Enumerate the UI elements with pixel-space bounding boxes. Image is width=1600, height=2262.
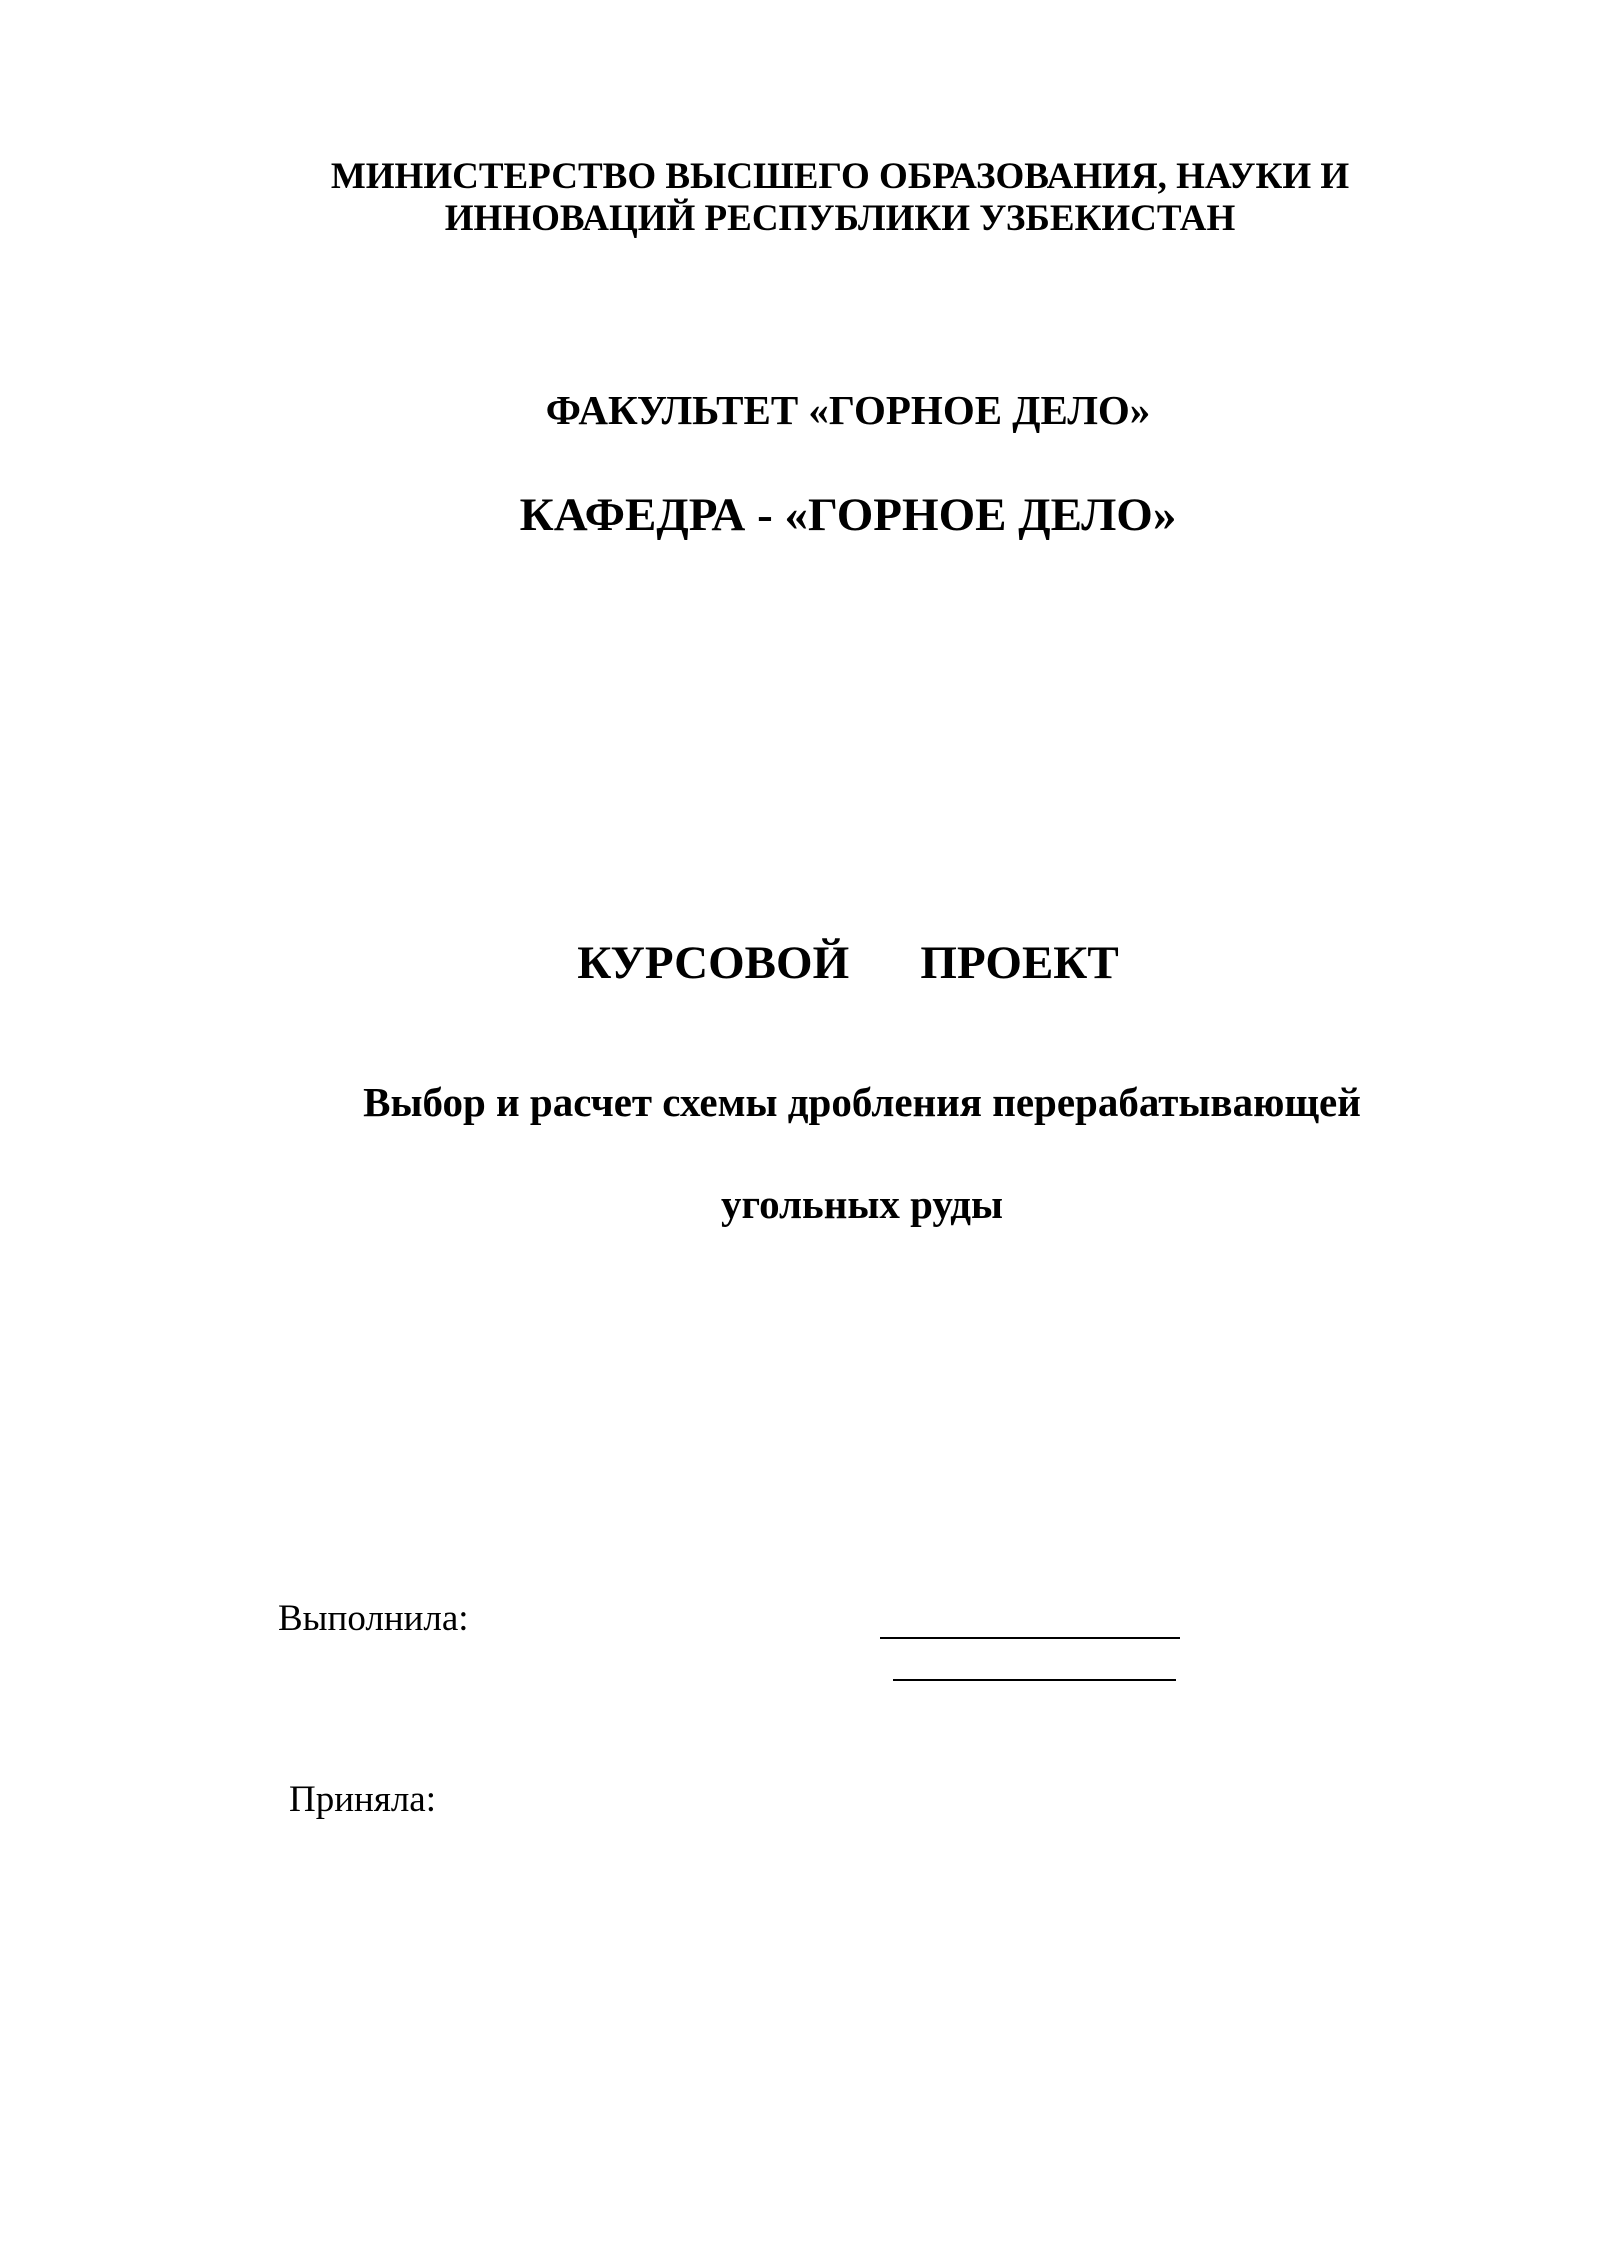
topic-line-2: угольных руды xyxy=(720,1181,1004,1227)
topic-line-1: Выбор и расчет схемы дробления перерабатывающей xyxy=(363,1079,1361,1125)
ministry-title-line-1: МИНИСТЕРСТВО ВЫСШЕГО ОБРАЗОВАНИЯ, НАУКИ И xyxy=(330,156,1350,197)
ministry-title-line-2: ИННОВАЦИЙ РЕСПУБЛИКИ УЗБЕКИСТАН xyxy=(444,198,1236,239)
faculty-title: ФАКУЛЬТЕТ «ГОРНОЕ ДЕЛО» xyxy=(545,387,1151,433)
signature-line-student xyxy=(880,1637,1180,1639)
document-type-heading: КУРСОВОЙ ПРОЕКТ xyxy=(577,937,1119,989)
accepted-by-label: Приняла: xyxy=(289,1779,437,1820)
performed-by-label: Выполнила: xyxy=(278,1598,469,1639)
chair-title: КАФЕДРА - «ГОРНОЕ ДЕЛО» xyxy=(519,489,1177,541)
signature-line-student-name xyxy=(893,1679,1176,1681)
